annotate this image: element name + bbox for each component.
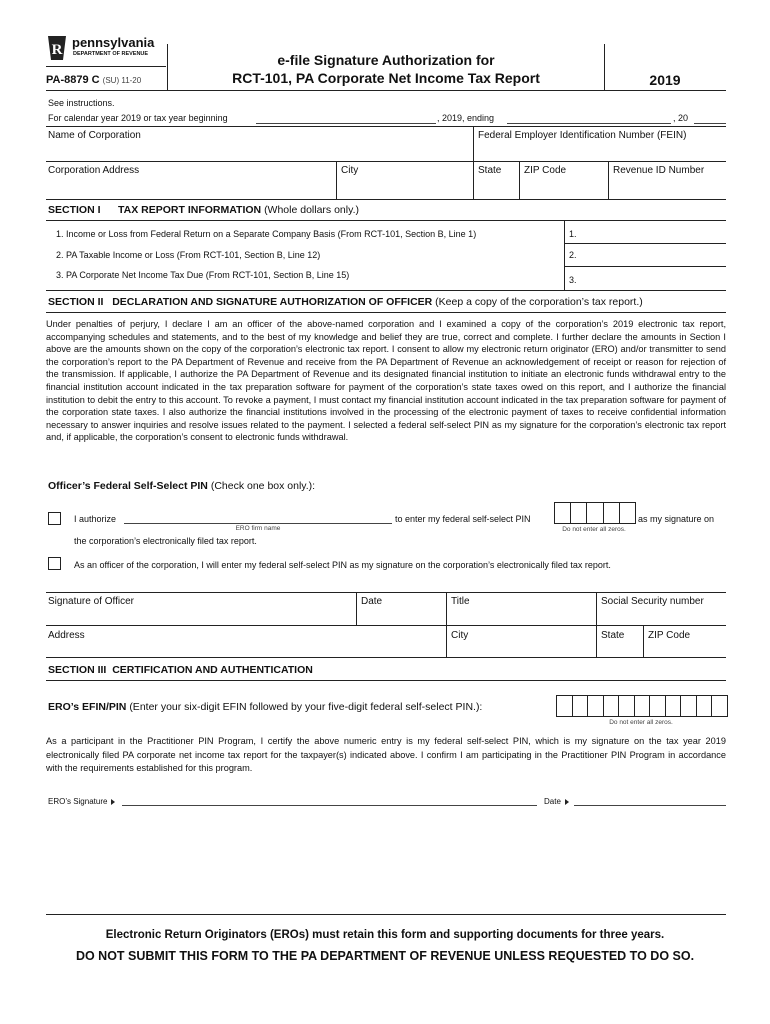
ending-label: , 2019, ending: [437, 113, 495, 123]
corporation-city-field[interactable]: City: [341, 165, 359, 176]
corporation-name-field[interactable]: Name of Corporation: [48, 130, 141, 141]
corporation-state-field[interactable]: State: [478, 165, 502, 176]
section1-line-1: 1. Income or Loss from Federal Return on a Separate Company Basis (From RCT-101, Section B, Line 1): [56, 229, 477, 239]
ero-date-label: Date: [544, 797, 569, 806]
declaration-text: Under penalties of perjury, I declare I am an officer of the above-named corporation and I examined a copy of the corporation’s 2019 electronic tax report, accompanying schedules and statements, and to the best of my knowledge and belief they are true, correct and complete. I further declare the amounts in Section I above are the amounts shown on the copy of the corporation’s electronic tax report. I consent to allow my electronic return originator (ERO) and/or transmitter to send the corporation’s report to the PA Department of Revenue and receive from the PA Department of Revenue an acknowledgement of receipt or reason for rejection of the transmission. If applicable, I authorize the PA Department of Revenue and its designated financial institution to initiate an electronic funds withdrawal entry to the financial institution account indicated in the tax preparation software for payment of the corporation’s state taxes owed on this report, and I authorize the financial institution to debit the entry to this account. To revoke a payment, I must contact my financial institution account indicated in the tax preparation software for payment of the corporation state taxes. I also authorize the financial institutions involved in the processing of the electronic payment of taxes to receive confidential information necessary to answer inquiries and resolve issues related to the payment. I selected a federal self-select PIN as my signature for the corporation’s electronic tax report and, if applicable, the corporation’s consent to electronic funds withdrawal.: [46, 319, 726, 443]
officer-address-field[interactable]: Address: [48, 630, 85, 641]
opt1-end-label: as my signature on: [638, 514, 715, 524]
svg-text:R: R: [51, 42, 63, 58]
corporation-zip-field[interactable]: ZIP Code: [524, 165, 567, 176]
efin-label: ERO’s EFIN/PIN (Enter your six-digit EFIN followed by your five-digit federal self-select PIN.):: [48, 701, 483, 713]
section1-heading: SECTION I TAX REPORT INFORMATION (Whole dollars only.): [48, 204, 359, 216]
ero-date-field[interactable]: [574, 805, 726, 806]
section1-line-2: 2. PA Taxable Income or Loss (From RCT-101, Section B, Line 12): [56, 250, 321, 260]
section1-line-2-box[interactable]: 2.: [569, 250, 577, 260]
tax-year-ending-year-field[interactable]: [694, 123, 726, 124]
footer-do-not-submit: DO NOT SUBMIT THIS FORM TO THE PA DEPARTMENT OF REVENUE UNLESS REQUESTED TO DO SO.: [75, 949, 695, 963]
tax-year-beginning-field[interactable]: [256, 123, 436, 124]
footer-retain-notice: Electronic Return Originators (EROs) must retain this form and supporting documents for three years.: [105, 929, 665, 941]
tax-year-ending-field[interactable]: [507, 123, 671, 124]
arrow-right-icon: [111, 799, 115, 805]
section1-line-3: 3. PA Corporate Net Income Tax Due (From RCT-101, Section B, Line 15): [56, 270, 350, 280]
ero-efin-pin-boxes[interactable]: [556, 695, 728, 717]
fein-field[interactable]: Federal Employer Identification Number (FEIN): [478, 130, 687, 141]
authorize-ero-checkbox[interactable]: [48, 512, 61, 525]
opt1-mid-label: to enter my federal self-select PIN: [395, 514, 531, 524]
certification-text: As a participant in the Practitioner PIN Program, I certify the above numeric entry is my federal self-select PIN, which is my signature on the tax year 2019 electronically filed PA corporate net income tax report for the taxpayer(s) indicated above. I confirm I am participating in the Practitioner PIN Program in accordance with the requirements established for this program.: [46, 736, 726, 773]
form-title-line2: RCT-101, PA Corporate Net Income Tax Report: [232, 70, 540, 86]
corporation-address-field[interactable]: Corporation Address: [48, 165, 140, 176]
arrow-right-icon: [565, 799, 569, 805]
section2-heading: SECTION II DECLARATION AND SIGNATURE AUTHORIZATION OF OFFICER (Keep a copy of the corporation’s tax report.): [48, 296, 643, 308]
officer-pin-boxes[interactable]: [554, 502, 636, 524]
logo-dept: DEPARTMENT OF REVENUE: [73, 51, 149, 57]
section1-line-3-box[interactable]: 3.: [569, 275, 577, 285]
ero-firm-name-caption: ERO firm name: [235, 525, 281, 532]
section3-heading: SECTION III CERTIFICATION AND AUTHENTICATION: [48, 664, 313, 676]
officer-zip-field[interactable]: ZIP Code: [648, 630, 691, 641]
logo-name: pennsylvania: [72, 35, 155, 50]
officer-title-field[interactable]: Title: [451, 596, 470, 607]
calendar-year-label: For calendar year 2019 or tax year beginning: [48, 113, 228, 123]
revenue-id-field[interactable]: Revenue ID Number: [613, 165, 705, 176]
keystone-icon: [46, 35, 68, 61]
opt1-authorize-label: I authorize: [74, 514, 117, 524]
form-year: 2019: [649, 72, 681, 88]
opt2-label: As an officer of the corporation, I will enter my federal self-select PIN as my signature on the corporation’s electronically filed tax report.: [74, 560, 611, 570]
efin-caption: Do not enter all zeros.: [609, 719, 673, 726]
pa-logo: [46, 34, 166, 64]
officer-ssn-field[interactable]: Social Security number: [601, 596, 704, 607]
see-instructions: See instructions.: [48, 98, 115, 108]
opt1-line2: the corporation’s electronically filed tax report.: [74, 536, 257, 546]
officer-state-field[interactable]: State: [601, 630, 625, 641]
section1-line-1-box[interactable]: 1.: [569, 229, 577, 239]
year-20-label: , 20: [673, 113, 689, 123]
ero-signature-label: ERO’s Signature: [48, 797, 115, 806]
pin-heading: Officer’s Federal Self-Select PIN (Check one box only.):: [48, 480, 316, 492]
form-number: PA-8879 C (SU) 11-20: [46, 74, 142, 86]
ero-firm-name-field[interactable]: [124, 523, 392, 524]
form-title-line1: e-file Signature Authorization for: [277, 52, 495, 68]
ero-signature-field[interactable]: [122, 805, 537, 806]
signature-of-officer-field[interactable]: Signature of Officer: [48, 596, 134, 607]
officer-enter-pin-checkbox[interactable]: [48, 557, 61, 570]
officer-pin-caption: Do not enter all zeros.: [562, 526, 626, 533]
officer-date-field[interactable]: Date: [361, 596, 383, 607]
officer-city-field[interactable]: City: [451, 630, 469, 641]
